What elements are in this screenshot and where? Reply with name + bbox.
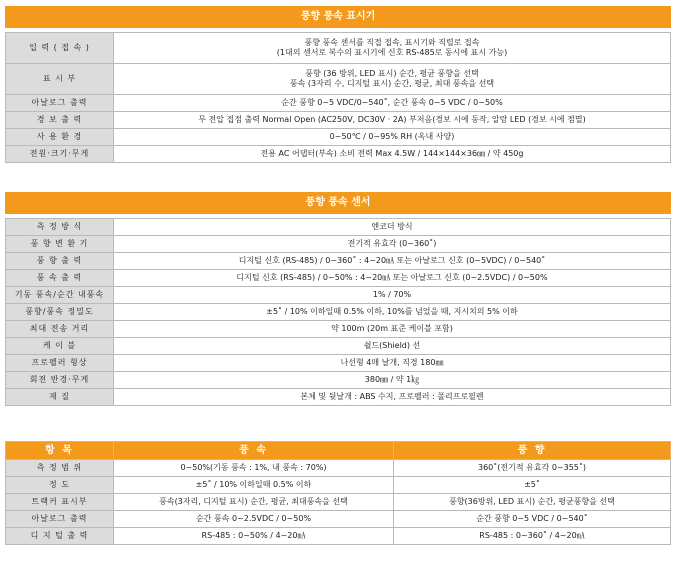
row-label: 전원·크기·무게 bbox=[6, 146, 114, 163]
row-label: 사 용 환 경 bbox=[6, 129, 114, 146]
speed-value: RS-485 : 0~50% / 4~20㎃ bbox=[114, 528, 394, 545]
row-value: 디지털 신호 (RS-485) / 0~360˚ : 4~20㎃ 또는 아날로그 신호 (0~5VDC) / 0~540˚ bbox=[114, 253, 671, 270]
speed-value: 풍속(3자리, 디지털 표시) 순간, 평균, 최대풍속을 선택 bbox=[114, 494, 394, 511]
direction-value: 순간 풍향 0~5 VDC / 0~540˚ bbox=[394, 511, 671, 528]
row-value: 무 전압 접점 출력 Normal Open (AC250V, DC30V · 2A) 부저음(경보 시에 동작, 알람 LED (경보 시에 점멸) bbox=[114, 112, 671, 129]
row-value: 약 100m (20m 표준 케이블 포함) bbox=[114, 321, 671, 338]
row-value: 전기적 유효각 (0~360˚) bbox=[114, 236, 671, 253]
sensor-section-title: 풍향 풍속 센서 bbox=[6, 193, 671, 214]
row-label: 풍 속 출 력 bbox=[6, 270, 114, 287]
table-row bbox=[6, 219, 671, 236]
sensor-spec-table bbox=[5, 192, 671, 406]
row-value: 나선형 4매 날개, 직경 180㎜ bbox=[114, 355, 671, 372]
header-speed: 풍 속 bbox=[114, 442, 394, 460]
row-label: 입 력 ( 접 속 ) bbox=[6, 33, 114, 64]
table-row bbox=[6, 511, 671, 528]
table-row bbox=[6, 287, 671, 304]
table-row bbox=[6, 129, 671, 146]
table-row bbox=[6, 321, 671, 338]
row-value: 쉴드(Shield) 선 bbox=[114, 338, 671, 355]
table-row bbox=[6, 389, 671, 406]
row-label: 측 정 범 위 bbox=[6, 460, 114, 477]
row-label: 경 보 출 력 bbox=[6, 112, 114, 129]
speed-value: ±5˚ / 10% 이하일때 0.5% 이하 bbox=[114, 477, 394, 494]
row-label: 표 시 부 bbox=[6, 64, 114, 95]
table-row bbox=[6, 146, 671, 163]
row-label: 회전 반경·무게 bbox=[6, 372, 114, 389]
header-direction: 풍 향 bbox=[394, 442, 671, 460]
comparison-table bbox=[5, 441, 671, 545]
row-label: 아날로그 출력 bbox=[6, 95, 114, 112]
row-label: 측 정 방 식 bbox=[6, 219, 114, 236]
row-value: 순간 풍향 0~5 VDC/0~540˚, 순간 풍속 0~5 VDC / 0~50% bbox=[114, 95, 671, 112]
table-row bbox=[6, 528, 671, 545]
table-row bbox=[6, 64, 671, 95]
direction-value: 360˚(전기적 유효각 0~355˚) bbox=[394, 460, 671, 477]
indicator-section-title: 풍향 풍속 표시기 bbox=[6, 7, 671, 28]
row-label: 기동 풍속/순간 내풍속 bbox=[6, 287, 114, 304]
header-item: 항 목 bbox=[6, 442, 114, 460]
row-value: 0~50℃ / 0~95% RH (옥내 사양) bbox=[114, 129, 671, 146]
table-row bbox=[6, 477, 671, 494]
table-row bbox=[6, 494, 671, 511]
row-value: 풍향 (36 방위, LED 표시) 순간, 평균 풍향을 선택 풍속 (3자리 수, 디지털 표시) 순간, 평균, 최대 풍속을 선택 bbox=[114, 64, 671, 95]
table-row bbox=[6, 355, 671, 372]
speed-value: 0~50%(기동 풍속 : 1%, 내 풍속 : 70%) bbox=[114, 460, 394, 477]
row-label: 프로펠러 형상 bbox=[6, 355, 114, 372]
table-row bbox=[6, 270, 671, 287]
table-row bbox=[6, 372, 671, 389]
row-label: 트랙커 표시부 bbox=[6, 494, 114, 511]
row-label: 정 도 bbox=[6, 477, 114, 494]
row-value: 풍향 풍속 센서를 직접 접속, 표시기와 직렬로 접속 (1대의 센서로 복수의 표시기에 신호 RS-485로 동시에 표시 가능) bbox=[114, 33, 671, 64]
row-value: 디지털 신호 (RS-485) / 0~50% : 4~20㎃ 또는 아날로그 신호 (0~2.5VDC) / 0~50% bbox=[114, 270, 671, 287]
table-row bbox=[6, 33, 671, 64]
row-value: 엔코더 방식 bbox=[114, 219, 671, 236]
table-row bbox=[6, 112, 671, 129]
row-label: 풍향/풍속 정밀도 bbox=[6, 304, 114, 321]
table-row bbox=[6, 95, 671, 112]
table-row bbox=[6, 304, 671, 321]
row-label: 케 이 블 bbox=[6, 338, 114, 355]
row-label: 아날로그 출력 bbox=[6, 511, 114, 528]
table-row bbox=[6, 460, 671, 477]
row-label: 최대 전송 거리 bbox=[6, 321, 114, 338]
direction-value: 풍향(36방위, LED 표시) 순간, 평균풍향을 선택 bbox=[394, 494, 671, 511]
direction-value: RS-485 : 0~360˚ / 4~20㎃ bbox=[394, 528, 671, 545]
direction-value: ±5˚ bbox=[394, 477, 671, 494]
row-value: 1% / 70% bbox=[114, 287, 671, 304]
row-label: 재 질 bbox=[6, 389, 114, 406]
row-label: 디 지 털 출 력 bbox=[6, 528, 114, 545]
row-value: 전용 AC 어댑터(부속) 소비 전력 Max 4.5W / 144×144×36㎜ / 약 450g bbox=[114, 146, 671, 163]
row-value: 380㎜ / 약 1㎏ bbox=[114, 372, 671, 389]
row-value: 본체 및 뒷날개 : ABS 수지, 프로펠러 : 폴리프로필렌 bbox=[114, 389, 671, 406]
table-row bbox=[6, 236, 671, 253]
table-row bbox=[6, 253, 671, 270]
speed-value: 순간 풍속 0~2.5VDC / 0~50% bbox=[114, 511, 394, 528]
row-value: ±5˚ / 10% 이하일때 0.5% 이하, 10%를 넘었을 때, 지시치의 5% 이하 bbox=[114, 304, 671, 321]
row-label: 풍 향 출 력 bbox=[6, 253, 114, 270]
row-label: 풍 향 변 환 기 bbox=[6, 236, 114, 253]
indicator-spec-table bbox=[5, 6, 671, 163]
table-row bbox=[6, 338, 671, 355]
